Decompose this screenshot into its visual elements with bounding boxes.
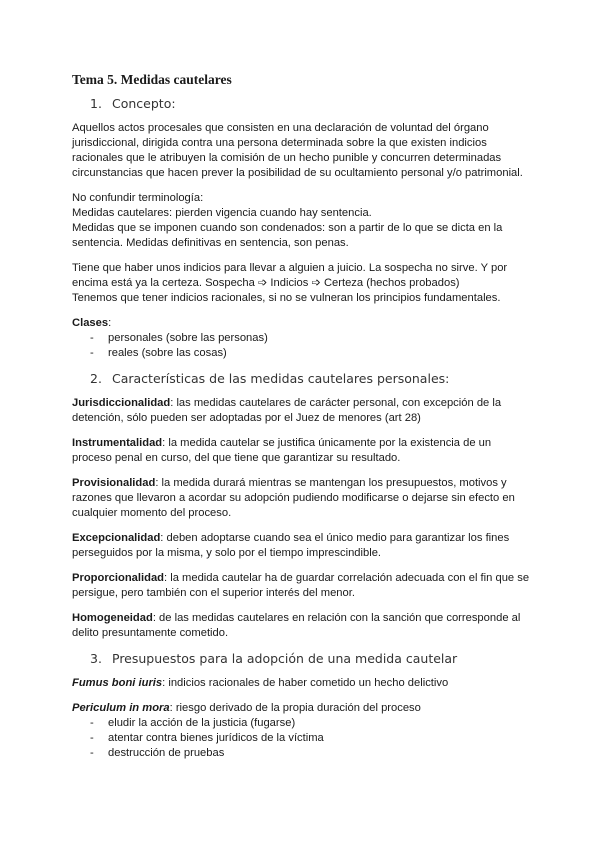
periculum-paragraph: Periculum in mora: riesgo derivado de la propia duración del proceso	[72, 702, 421, 714]
text-line: Aquellos actos procesales que consisten en una declaración de voluntad del órgano	[72, 122, 489, 134]
periculum-list	[72, 716, 528, 761]
characteristic-item: Excepcionalidad: deben adoptarse cuando sea el único medio para garantizar los fines perseguidos por la misma, y solo por el tiempo imprescindible.	[72, 532, 510, 559]
clases-label: Clases:	[72, 317, 112, 329]
characteristic-item: Instrumentalidad: la medida cautelar se justifica únicamente por la existencia de un proceso penal en curso, del que tiene que garantizar su resultado.	[72, 437, 492, 464]
section-number: 2.	[90, 371, 102, 386]
section-number: 1.	[90, 96, 102, 111]
characteristic-item: Homogeneidad: de las medidas cautelares en relación con la sanción que corresponde al delito presuntamente cometido.	[72, 612, 521, 639]
list-item: - atentar contra bienes jurídicos de la víctima	[90, 732, 324, 744]
section-number: 3.	[90, 651, 102, 666]
text-line: Medidas que se imponen cuando son condenados: son a partir de lo que se dicta en la	[72, 222, 503, 234]
characteristic-item: Jurisdiccionalidad: las medidas cautelares de carácter personal, con excepción de la detención, sólo pueden ser adoptadas por el Juez de menores (art 28)	[72, 397, 502, 424]
list-item: - reales (sobre las cosas)	[90, 347, 227, 359]
indicios-paragraph	[72, 261, 528, 306]
section-title: Presupuestos para la adopción de una medida cautelar	[112, 651, 458, 666]
concept-definition	[72, 121, 528, 181]
list-item: - personales (sobre las personas)	[90, 332, 268, 344]
list-item: - destrucción de pruebas	[90, 747, 225, 759]
text-line: racionales que le atribuyen la comisión de un hecho punible y concurren determinadas	[72, 152, 502, 164]
section-title: Concepto:	[112, 96, 176, 111]
fumus-paragraph: Fumus boni iuris: indicios racionales de haber cometido un hecho delictivo	[72, 677, 449, 689]
section-title: Características de las medidas cautelares personales:	[112, 371, 450, 386]
section-heading-caracteristicas	[72, 371, 528, 386]
characteristic-item: Proporcionalidad: la medida cautelar ha de guardar correlación adecuada con el fin que se persigue, pero también con el superior interés del menor.	[72, 572, 530, 599]
text-line: sentencia. Medidas definitivas en sentencia, son penas.	[72, 237, 349, 249]
text-line: Tenemos que tener indicios racionales, si no se vulneran los principios fundamentales.	[72, 292, 501, 304]
text-line: Tiene que haber unos indicios para llevar a alguien a juicio. La sospecha no sirve. Y por	[72, 262, 508, 274]
characteristic-item: Provisionalidad: la medida durará mientras se mantengan los presupuestos, motivos y razones que llevaron a acordar su adopción pudiendo modificarse o dejarse sin efecto en cualquier momento del proceso.	[72, 477, 515, 519]
clases-list	[72, 331, 528, 361]
text-line: jurisdiccional, dirigida contra una persona determinada sobre la que existen indicios	[72, 137, 487, 149]
document-page	[72, 72, 528, 771]
document-title: Tema 5. Medidas cautelares	[72, 72, 232, 87]
text-line: encima está ya la certeza. Sospecha ➩ Indicios ➩ Certeza (hechos probados)	[72, 277, 460, 289]
list-item: - eludir la acción de la justicia (fugarse)	[90, 717, 296, 729]
text-line: circunstancias que hacen prever la posibilidad de su ocultamiento personal y/o patrimonial.	[72, 167, 523, 179]
section-heading-concepto	[72, 96, 528, 111]
section-heading-presupuestos	[72, 651, 528, 666]
text-line: Medidas cautelares: pierden vigencia cuando hay sentencia.	[72, 207, 372, 219]
terminology-paragraph	[72, 191, 528, 251]
text-line: No confundir terminología:	[72, 192, 204, 204]
